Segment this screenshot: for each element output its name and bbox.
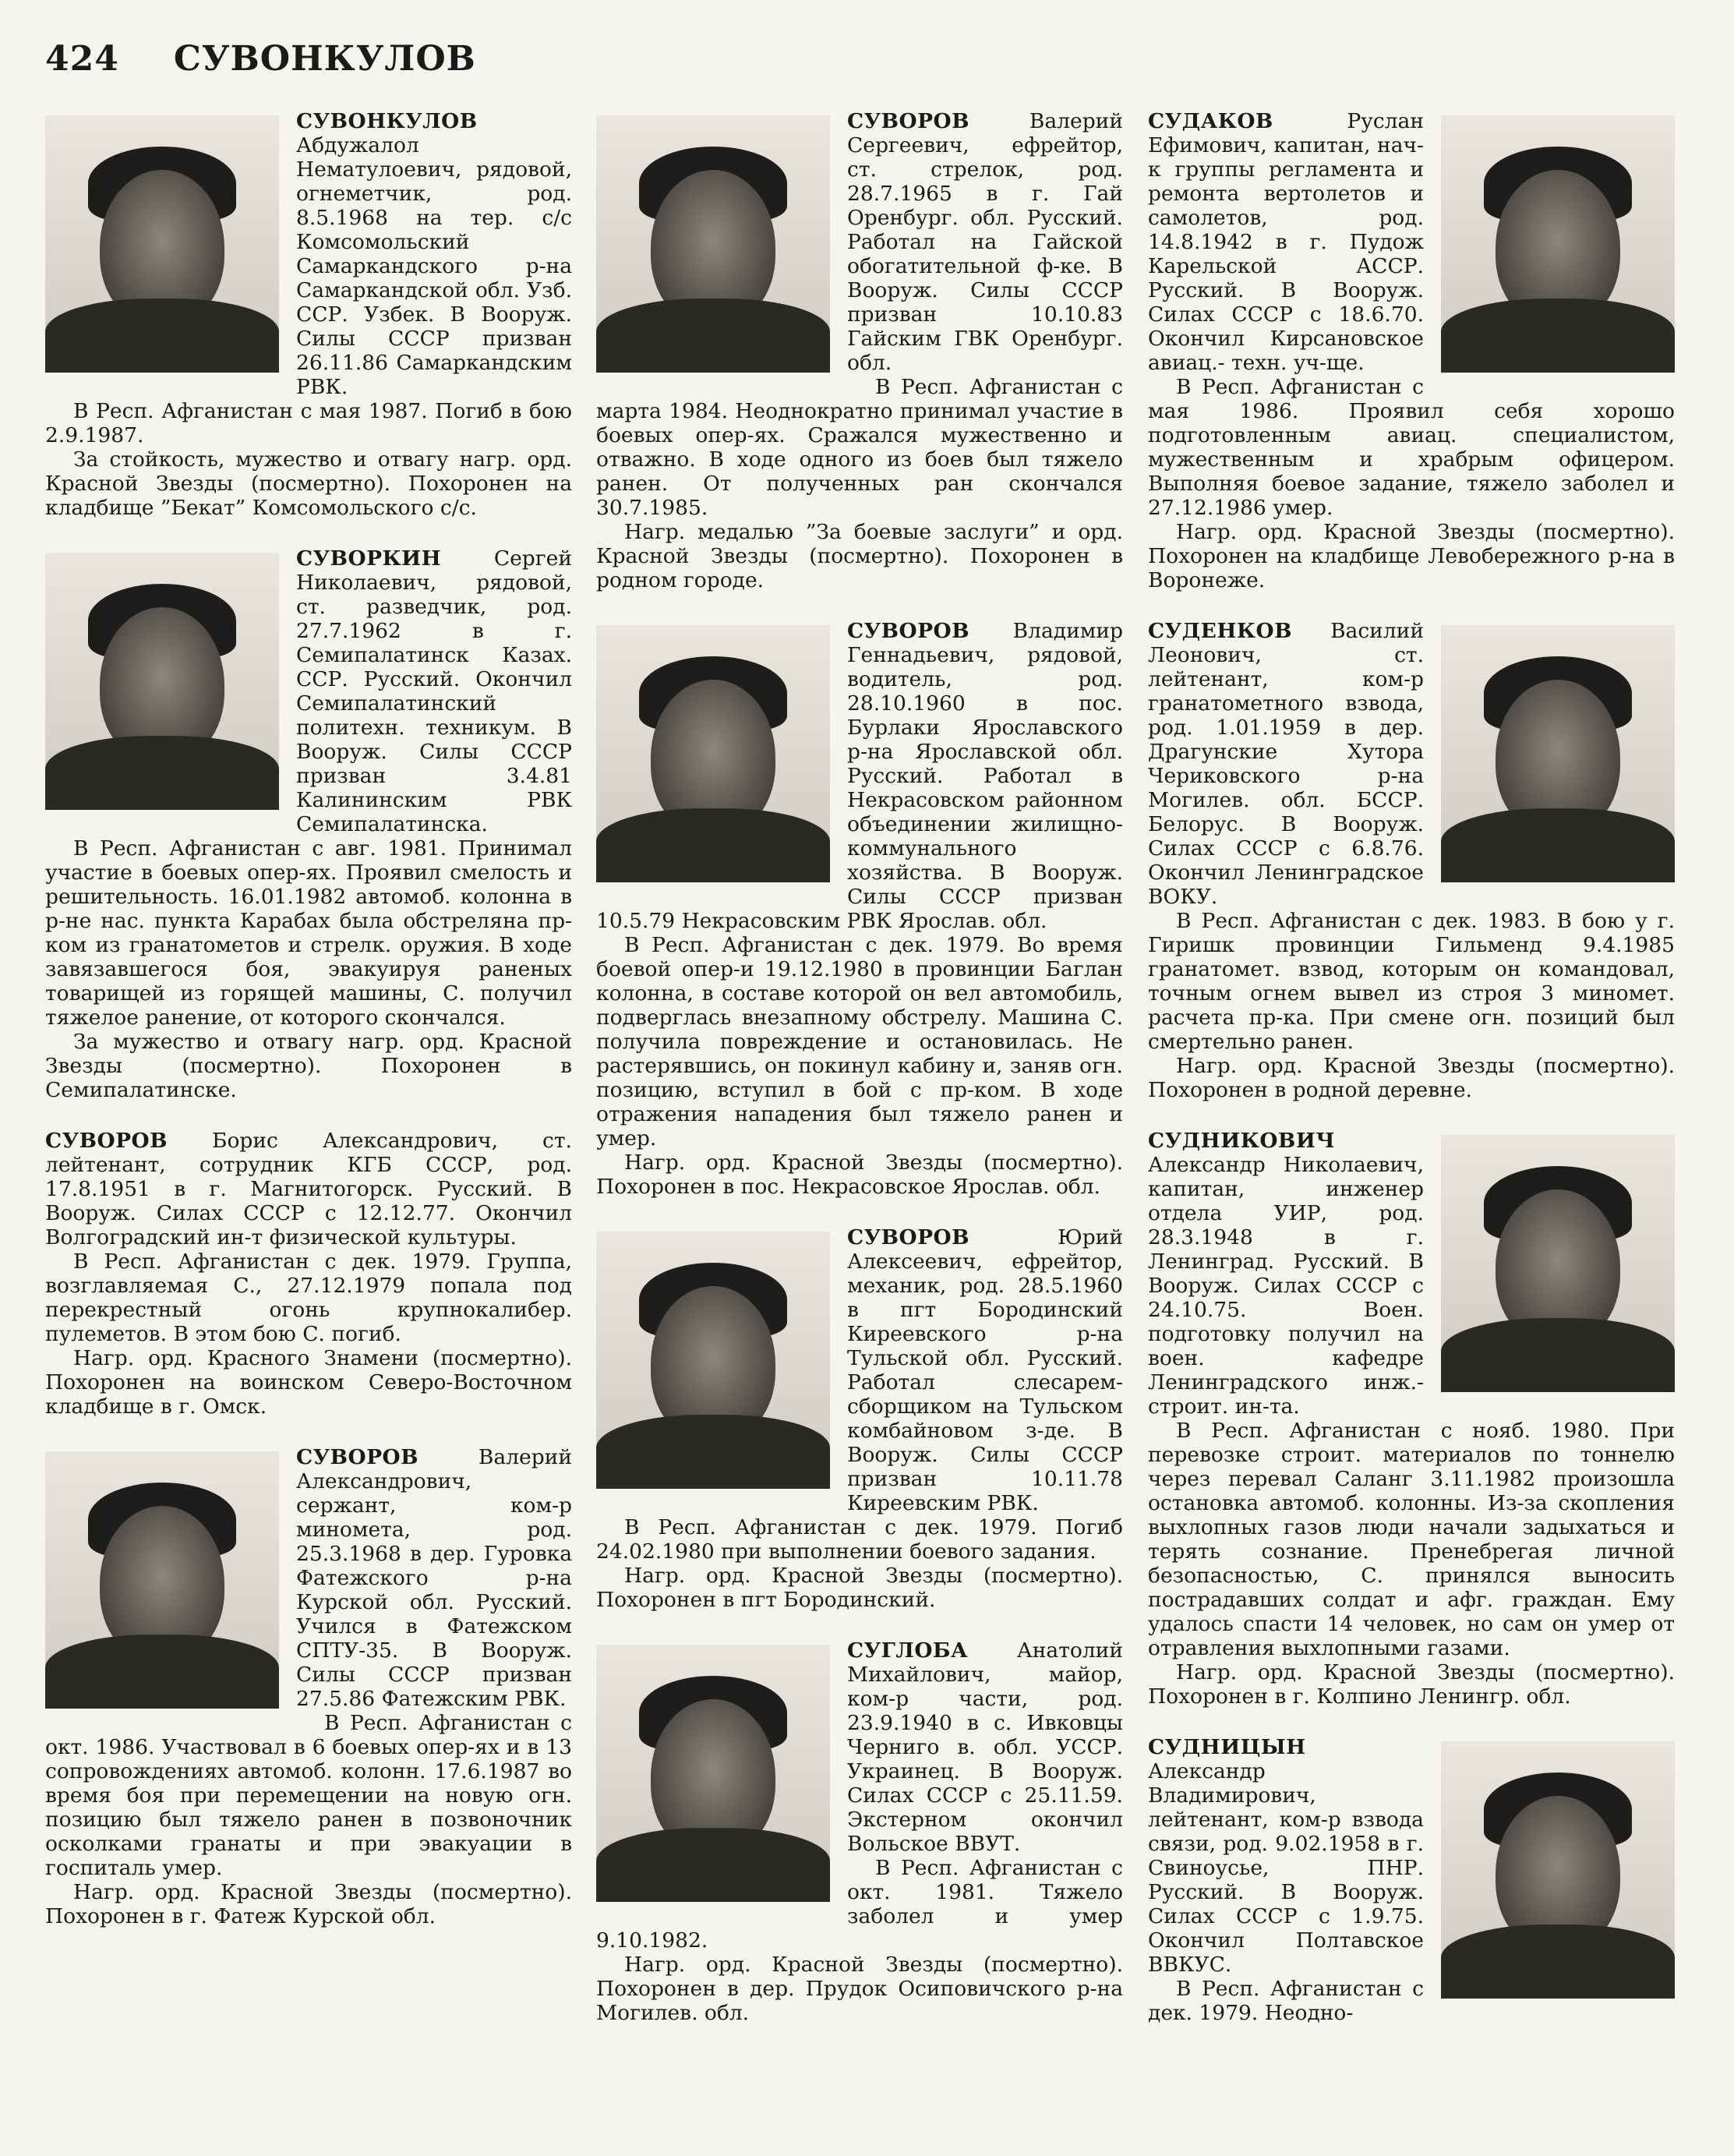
entry-paragraph: В Респ. Афганистан с окт. 1986. Участвовал в 6 боевых опер-ях и в 13 сопровождениях автомоб. колонн. 17.6.1987 во время боя при перемещении на новую огн. позицию был тяжело ранен в позвоночник осколками гранаты и при эвакуации в госпиталь умер. — [45, 1711, 572, 1880]
entry-text: Василий Леонович, ст. лейтенант, ком-р гранатометного взвода, род. 1.01.1959 в дер. Драгунские Хутора Чериковского р-на Могилев. обл. БССР. Белорус. В Вооруж. Силах СССР с 6.8.76. Окончил Ленинградское ВОКУ. — [1148, 619, 1424, 909]
entry-text: Борис Александрович, ст. лейтенант, сотрудник КГБ СССР, род. 17.8.1951 в г. Магнитогорск. Русский. В Вооруж. Силах СССР с 12.12.77. Окончил Волгоградский ин-т физической культуры. — [45, 1129, 572, 1249]
entry-text: Александр Владимирович, лейтенант, ком-р взвода связи, род. 9.02.1958 в г. Свиноусье, ПНР. Русский. В Вооруж. Силах СССР с 1.9.75. Окончил Полтавское ВВКУС. — [1148, 1759, 1424, 1977]
portrait-photo — [45, 553, 279, 810]
entry-paragraph: В Респ. Афганистан с дек. 1979. Погиб 24.02.1980 при выполнении боевого задания. — [596, 1515, 1123, 1564]
portrait-photo — [1441, 115, 1675, 373]
entry-name: СУГЛОБА — [847, 1638, 969, 1663]
entry-suvorov-valeriy-a — [45, 1445, 572, 1928]
entry-name: СУДНИЦЫН — [1148, 1735, 1306, 1759]
portrait-photo — [1441, 625, 1675, 882]
entry-paragraph: В Респ. Афганистан с авг. 1981. Принимал участие в боевых опер-ях. Проявил смелость и решительность. 16.01.1982 автомоб. колонна в р-не нас. пункта Карабах была обстреляна пр-ком из гранатометов и стрелк. оружия. В ходе завязавшегося боя, эвакуируя раненых товарищей из горящей машины, С. получил тяжелое ранение, от которого скончался. — [45, 836, 572, 1030]
entry-text: Владимир Геннадьевич, рядовой, водитель, род. 28.10.1960 в пос. Бурлаки Ярославского р-на Ярославской обл. Русский. Работал в Некрасовском районном объединении жилищно-коммунального хозяйства. В Вооруж. Силы СССР призван 10.5.79 Некрасовским РВК Ярослав. обл. — [596, 619, 1123, 933]
entry-sudnitsyn — [1148, 1735, 1675, 2025]
entry-paragraph: В Респ. Афганистан с мая 1987. Погиб в бою 2.9.1987. — [45, 399, 572, 447]
column-1 — [45, 109, 572, 1955]
entry-text: Валерий Сергеевич, ефрейтор, ст. стрелок, род. 28.7.1965 в г. Гай Оренбург. обл. Русский. Работал на Гайской обогатительной ф-ке. В Вооруж. Силы СССР призван 10.10.83 Гайским ГВК Оренбург. обл. — [847, 109, 1123, 375]
entry-text: Юрий Алексеевич, ефрейтор, механик, род. 28.5.1960 в пгт Бородинский Киреевского р-на Тульской обл. Русский. Работал слесарем-сборщиком на Тульском комбайновом з-де. В Вооруж. Силы СССР призван 10.11.78 Киреевским РВК. — [847, 1225, 1123, 1515]
entry-name: СУДАКОВ — [1148, 109, 1273, 133]
entry-name: СУВОНКУЛОВ — [296, 109, 478, 133]
portrait-photo — [596, 1645, 830, 1902]
entry-sudnikovich — [1148, 1129, 1675, 1709]
entry-paragraph: Нагр. орд. Красной Звезды (посмертно). Похоронен в пгт Бородинский. — [596, 1564, 1123, 1612]
portrait-photo — [596, 1232, 830, 1489]
entry-name: СУВОРОВ — [45, 1129, 168, 1153]
portrait-photo — [1441, 1741, 1675, 1999]
entry-name: СУВОРОВ — [847, 1225, 969, 1249]
entry-paragraph: За стойкость, мужество и отвагу нагр. орд. Красной Звезды (посмертно). Похоронен на кладбище ”Бекат” Комсомольского с/с. — [45, 447, 572, 520]
entry-name: СУВОРОВ — [296, 1445, 418, 1469]
entry-text: Руслан Ефимович, капитан, нач-к группы регламента и ремонта вертолетов и самолетов, род. 14.8.1942 в г. Пудож Карельской АССР. Русский. В Вооруж. Силах СССР с 18.6.70. Окончил Кирсановское авиац.- техн. уч-ще. — [1148, 109, 1424, 375]
entry-paragraph: В Респ. Афганистан с марта 1984. Неоднократно принимал участие в боевых опер-ях. Сражался мужественно и отважно. В ходе одного из боев был тяжело ранен. От полученных ран скончался 30.7.1985. — [596, 375, 1123, 520]
entry-name: СУДНИКОВИЧ — [1148, 1129, 1336, 1153]
entry-suvonkulov — [45, 109, 572, 520]
entry-name: СУВОРКИН — [296, 546, 442, 571]
portrait-photo — [1441, 1135, 1675, 1392]
entry-suvorov-boris — [45, 1129, 572, 1419]
entry-sugloba — [596, 1638, 1123, 2025]
entry-suvorov-vladimir — [596, 619, 1123, 1199]
entry-text: Валерий Александрович, сержант, ком-р минометa, род. 25.3.1968 в дер. Гуровка Фатежского р-на Курской обл. Русский. Учился в Фатежском СПТУ-35. В Вооруж. Силы СССР призван 27.5.86 Фатежским РВК. — [296, 1445, 572, 1711]
entry-name: СУВОРОВ — [847, 109, 969, 133]
entry-paragraph: В Респ. Афганистан с дек. 1979. Группа, возглавляемая С., 27.12.1979 попала под перекрестный огонь крупнокалибер. пулеметов. В этом бою С. погиб. — [45, 1249, 572, 1346]
portrait-photo — [45, 1451, 279, 1709]
entry-paragraph: За мужество и отвагу нагр. орд. Красной Звезды (посмертно). Похоронен в Семипалатинске. — [45, 1030, 572, 1102]
column-2 — [596, 109, 1123, 2052]
entry-paragraph: В Респ. Афганистан с дек. 1983. В бою у г. Гиришк провинции Гильменд 9.4.1985 гранатомет. взвод, которым он командовал, точным огнем вывел из строя 3 миномет. расчета пр-ка. При смене огн. позиций был смертельно ранен. — [1148, 909, 1675, 1054]
entry-text: Сергей Николаевич, рядовой, ст. разведчик, род. 27.7.1962 в г. Семипалатинск Казах. ССР. Русский. Окончил Семипалатинский политехн. техникум. В Вооруж. Силы СССР призван 3.4.81 Калининским РВК Семипалатинска. — [296, 546, 572, 836]
entry-sudenkov — [1148, 619, 1675, 1102]
portrait-photo — [45, 115, 279, 373]
column-3 — [1148, 109, 1675, 2052]
page-number: 424 — [45, 39, 119, 79]
entry-paragraph: Нагр. орд. Красной Звезды (посмертно). Похоронен в г. Фатеж Курской обл. — [45, 1880, 572, 1928]
entry-paragraph: В Респ. Афганистан с мая 1986. Проявил себя хорошо подготовленным авиац. специалистом, мужественным и храбрым офицером. Выполняя боевое задание, тяжело заболел и 27.12.1986 умер. — [1148, 375, 1675, 520]
entry-paragraph: Нагр. орд. Красной Звезды (посмертно). Похоронен в родной деревне. — [1148, 1054, 1675, 1102]
entry-paragraph: Нагр. медалью ”За боевые заслуги” и орд. Красной Звезды (посмертно). Похоронен в родном городе. — [596, 520, 1123, 592]
entry-name: СУДЕНКОВ — [1148, 619, 1292, 643]
entry-paragraph: Нагр. орд. Красной Звезды (посмертно). Похоронен в пос. Некрасовское Ярослав. обл. — [596, 1150, 1123, 1199]
entry-text: Александр Николаевич, капитан, инженер отдела УИР, род. 28.3.1948 в г. Ленинград. Русский. В Вооруж. Силах СССР с 24.10.75. Воен. подготовку получил на воен. кафедре Ленинградского инж.- строит. ин-та. — [1148, 1153, 1424, 1419]
page-header — [45, 39, 476, 79]
entry-suvorov-yuriy — [596, 1225, 1123, 1612]
entry-suvorov-valeriy-s — [596, 109, 1123, 592]
entry-paragraph: В Респ. Афганистан с нояб. 1980. При перевозке строит. материалов по тоннелю через перевал Саланг 3.11.1982 произошла остановка автомоб. колонны. Из-за скопления выхлопных газов люди начали задыхаться и терять сознание. Пренебрегая личной безопасностью, С. принялся выносить пострадавших солдат и афг. граждан. Ему удалось спасти 14 человек, но сам он умер от отравления выхлопными газами. — [1148, 1419, 1675, 1660]
entry-paragraph: Нагр. орд. Красной Звезды (посмертно). Похоронен на кладбище Левобережного р-на в Воронеже. — [1148, 520, 1675, 592]
entry-paragraph: В Респ. Афганистан с дек. 1979. Неодно- — [1148, 1977, 1424, 2025]
entry-paragraph: Нагр. орд. Красной Звезды (посмертно). Похоронен в г. Колпино Ленингр. обл. — [1148, 1660, 1675, 1709]
entry-suvorkin — [45, 546, 572, 1102]
entry-text: Абдужалол Нематулоевич, рядовой, огнеметчик, род. 8.5.1968 на тер. с/с Комсомольский Самаркандского р-на Самаркандской обл. Узб. ССР. Узбек. В Вооруж. Силы СССР призван 26.11.86 Самаркандским РВК. — [296, 133, 572, 399]
entry-paragraph: В Респ. Афганистан с окт. 1981. Тяжело заболел и умер 9.10.1982. — [596, 1856, 1123, 1953]
entry-paragraph: В Респ. Афганистан с дек. 1979. Во время боевой опер-и 19.12.1980 в провинции Баглан колонна, в составе которой он вел автомобиль, подверглась внезапному обстрелу. Машина С. получила повреждение и остановилась. Не растерявшись, он покинул кабину и, заняв огн. позицию, вступил в бой с пр-ком. В ходе отражения нападения был тяжело ранен и умер. — [596, 933, 1123, 1150]
portrait-photo — [596, 115, 830, 373]
entry-paragraph: Нагр. орд. Красного Знамени (посмертно). Похоронен на воинском Северо-Восточном кладбище в г. Омск. — [45, 1346, 572, 1419]
entry-text: Анатолий Михайлович, майор, ком-р части, род. 23.9.1940 в с. Ивковцы Черниго в. обл. УССР. Украинец. В Вооруж. Силах СССР с 25.11.59. Экстерном окончил Вольское ВВУТ. — [847, 1638, 1123, 1856]
running-head: СУВОНКУЛОВ — [173, 39, 476, 79]
entry-paragraph: Нагр. орд. Красной Звезды (посмертно). Похоронен в дер. Прудок Осиповичского р-на Могилев. обл. — [596, 1953, 1123, 2025]
portrait-photo — [596, 625, 830, 882]
entry-sudakov — [1148, 109, 1675, 592]
entry-name: СУВОРОВ — [847, 619, 969, 643]
